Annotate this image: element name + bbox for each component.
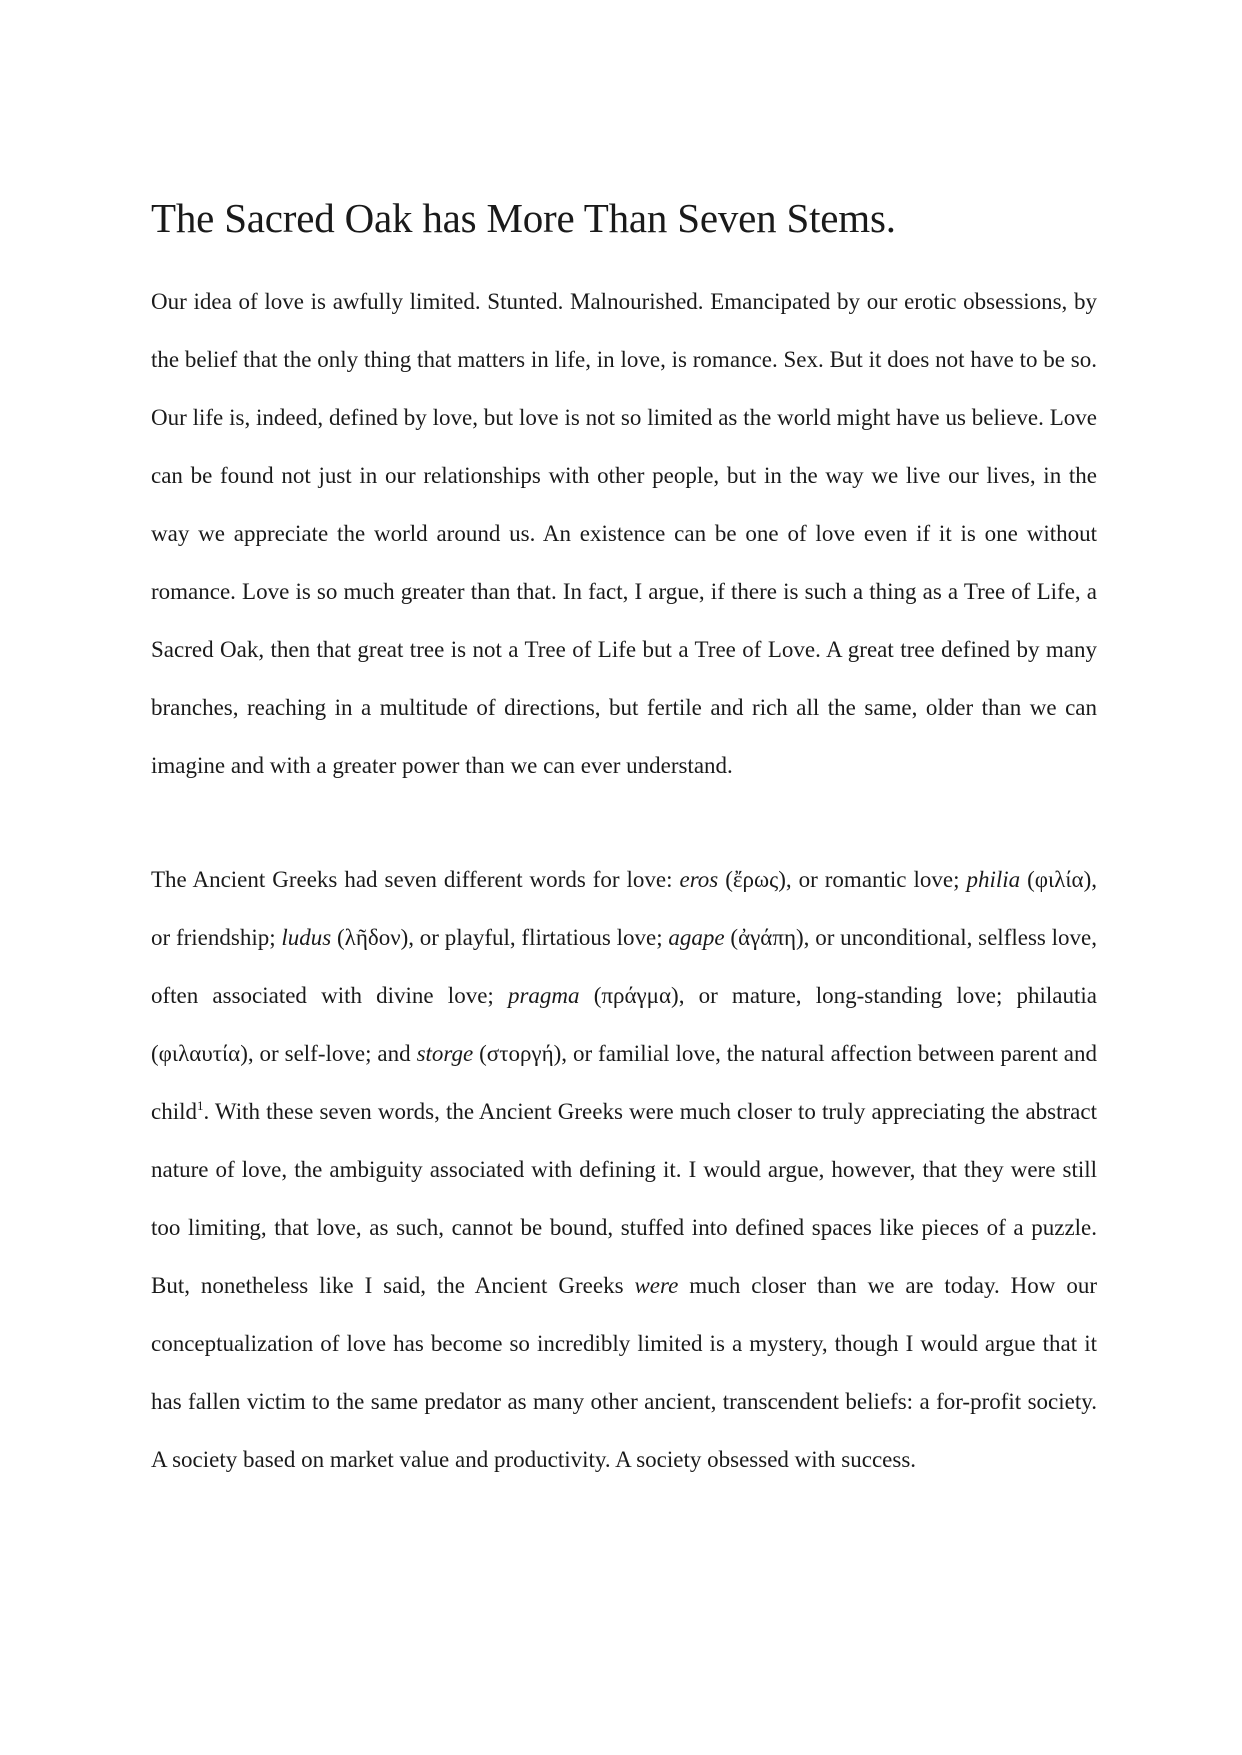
paragraph-2-text: (στοργή), or familial love, the natural affection between parent and child: [151, 1041, 1098, 1124]
paragraph-2-text: The Ancient Greeks had seven different words for love:: [151, 867, 680, 892]
paragraph-2-text: (λῆδον), or playful, flirtatious love;: [331, 925, 669, 950]
term-ludus: ludus: [281, 925, 332, 950]
term-eros: eros: [679, 867, 719, 892]
term-philia: philia: [966, 867, 1021, 892]
emphasis-were: were: [634, 1273, 679, 1298]
paragraph-1: Our idea of love is awfully limited. Stunted. Malnourished. Emancipated by our erotic obsessions, by the belief that the only thing that matters in life, in love, is romance. Sex. But it does not have to be so. Our life is, indeed, defined by love, but love is not so limited as the world might have us believe. Love can be found not just in our relationships with other people, but in the way we live our lives, in the way we appreciate the world around us. An existence can be one of love even if it is one without romance. Love is so much greater than that. In fact, I argue, if there is such a thing as a Tree of Life, a Sacred Oak, then that great tree is not a Tree of Life but a Tree of Love. A great tree defined by many branches, reaching in a multitude of directions, but fertile and rich all the same, older than we can imagine and with a greater power than we can ever understand.: [151, 289, 1097, 778]
document-title: The Sacred Oak has More Than Seven Stems.: [151, 195, 896, 241]
term-agape: agape: [668, 925, 725, 950]
footnote-marker[interactable]: 1: [197, 1098, 204, 1113]
paragraph-2-text: (πράγμα), or mature, long-standing love; philautia (φιλαυτία), or self-love; and: [151, 983, 1097, 1066]
paragraph-2-text: (φιλία), or friendship;: [151, 867, 1098, 950]
document-page: [151, 188, 1097, 1489]
paragraph-2-text: (ἀγάπη), or unconditional, selfless love, often associated with divine love;: [151, 925, 1097, 1008]
paragraph-2: [151, 851, 1097, 1489]
term-storge: storge: [416, 1041, 474, 1066]
term-pragma: pragma: [507, 983, 580, 1008]
paragraph-2-text: (ἔρως), or romantic love;: [718, 867, 967, 892]
paragraph-2-text: . With these seven words, the Ancient Greeks were much closer to truly appreciating the abstract nature of love, the ambiguity associated with defining it. I would argue, however, that they were still too limiting, that love, as such, cannot be bound, stuffed into defined spaces like pieces of a puzzle. But, nonetheless like I said, the Ancient Greeks: [151, 1099, 1097, 1298]
paragraph-2-text: much closer than we are today. How our conceptualization of love has become so incredibly limited is a mystery, though I would argue that it has fallen victim to the same predator as many other ancient, transcendent beliefs: a for-profit society. A society based on market value and productivity. A society obsessed with success.: [151, 1273, 1097, 1472]
